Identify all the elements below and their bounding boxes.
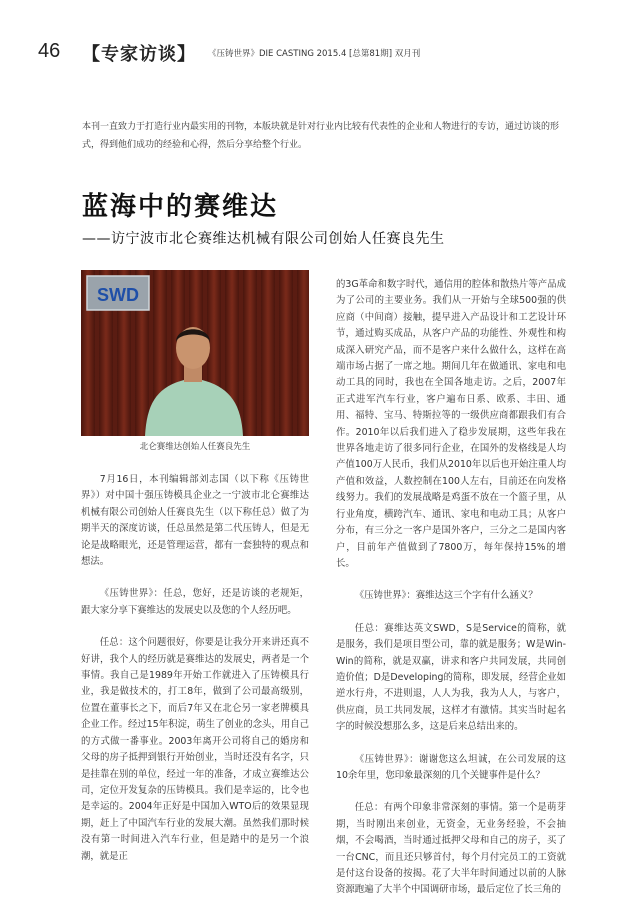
- publication-info: 《压铸世界》DIE CASTING 2015.4 [总第81期] 双月刊: [208, 49, 421, 59]
- paragraph: 任总：赛维达英文SWD，S是Service的简称，就是服务，我们是项目型公司，靠的就是服务；W是Win-Win的简称，就是双赢，讲求和客户共同发展，共同创造价值；D是Developing的简称，即发展，经营企业如逆水行舟，不进则退，人人为我，我为人人，与客户，供应商，员工共同发展，这样才有激情。其实当时起名字的时候没想那么多，这是后来总结出来的。: [336, 622, 566, 733]
- page-number: 46: [38, 40, 61, 62]
- section-label: 【专家访谈】: [82, 44, 196, 65]
- paragraph: 7月16日，本刊编辑部刘志国（以下称《压铸世界》）对中国十强压铸模具企业之一宁波市北仑赛维达机械有限公司创始人任赛良先生（以下称任总）做了为期半天的深度访谈，任总虽然是第二代压铸人，但是无论是战略眼光，还是管理运营，都有一套独特的观点和想法。: [81, 474, 309, 568]
- page-header: [0, 0, 640, 80]
- paragraph: 的3G革命和数字时代，通信用的腔体和散热片等产品成为了公司的主要业务。我们从一开始与全球500强的供应商（中间商）接触，提早进入产品设计和工艺设计环节，通过购买成品，从客户产品的功能性、外观性和构成深入研究产品，而不是客户来什么做什么，这样在高端市场占据了一席之地。期间几年在做通讯、家电和电动工具的同时，我也在全国各地走访。之后，2007年正式进军汽车行业，客户遍布日系、欧系、丰田、通用、福特、宝马、特斯拉等的一级供应商都跟我们有合作。2010年以后我们进入了稳步发展期，这些年我在世界各地走访了很多同行企业，在国外的发格线是人均产值100万人民币，我们从2010年以后也开始注重人均产值和效益，人数控制在100人左右，目前还在向发格线努力。我们的发展战略是鸡蛋不放在一个篮子里，从行业角度，横跨汽车、通讯、家电和电动工具；从客户分布，有三分之一客户是国外客户，三分之二是国内客户，目前年产值做到了7800万，每年保持15%的增长。: [336, 279, 566, 569]
- portrait-photo: [81, 270, 309, 436]
- article-subtitle: ——访宁波市北仑赛维达机械有限公司创始人任赛良先生: [82, 231, 445, 247]
- article-title: 蓝海中的赛维达: [82, 192, 279, 222]
- paragraph: 任总：这个问题很好，你要是让我分开来讲还真不好讲，我个人的经历就是赛维达的发展史，两者是一个事情。我自己是1989年开始工作就进入了压铸模具行业，我是做技术的，打工8年，做到了公司最高级别，位置在董事长之下，而后7年又在北仑另一家老牌模具企业工作。经过15年积淀，萌生了创业的念头，用自己的方式做一番事业。2003年离开公司将自己的婚房和父母的房子抵押到银行开始创业，当时还没有名字，只是挂靠在别的单位，经过一年的准备，才成立赛维达公司，定位开发复杂的压铸模具。我们是幸运的，比令也是幸运的。2004年正好是中国加入WTO后的效果显现期，赶上了中国汽车行业的发展大潮。虽然我们那时候没有第一时间进入汽车行业，但是踏中的是另一个浪潮，就是正: [81, 637, 309, 862]
- paragraph: 任总：有两个印象非常深刻的事情。第一个是萌芽期，当时刚出来创业，无资金，无业务经验，不会抽烟，不会喝酒，当时通过抵押父母和自己的房子，买了一台CNC，而且还只够首付，每个月付完员工的工资就是付这台设备的按揭。花了大半年时间通过以前的人脉资源跑遍了大半个中国调研市场，最后定位了长三角的: [336, 802, 566, 896]
- photo-caption: 北仑赛维达创始人任赛良先生: [139, 442, 251, 452]
- swd-sign-text: SWD: [97, 285, 139, 305]
- right-column: [336, 277, 566, 915]
- paragraph: 《压铸世界》：谢谢您这么坦诚，在公司发展的这10余年里，您印象最深刻的几个关键事件是什么？: [336, 753, 566, 781]
- intro-text: 本刊一直致力于打造行业内最实用的刊物，本版块就是针对行业内比较有代表性的企业和人物进行的专访，通过访谈的形式，得到他们成功的经验和心得，然后分享给整个行业。: [82, 122, 560, 150]
- portrait-image: [81, 270, 309, 436]
- paragraph: 《压铸世界》：赛维达这三个字有什么涵义？: [354, 590, 538, 602]
- paragraph: 《压铸世界》：任总，您好，还是访谈的老规矩，跟大家分享下赛维达的发展史以及您的个人经历吧。: [81, 588, 309, 616]
- left-column: [81, 472, 309, 881]
